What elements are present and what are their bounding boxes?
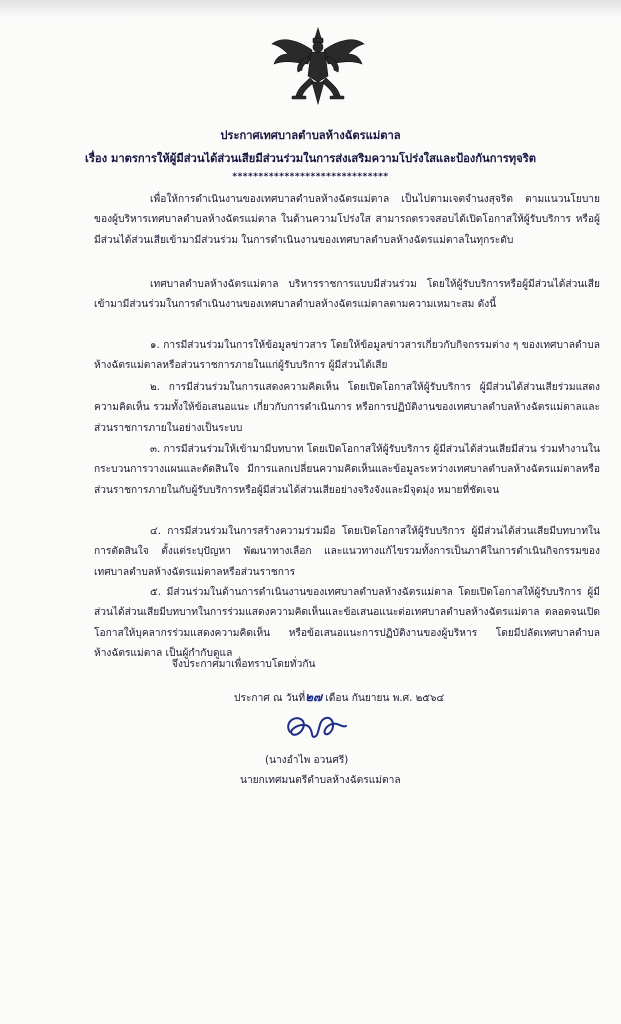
date-suffix: เดือน กันยายน พ.ศ. ๒๕๖๔ bbox=[325, 693, 445, 704]
paragraph-item-4: ๔. การมีส่วนร่วมในการสร้างความร่วมมือ โดยเปิดโอกาสให้ผู้รับบริการ ผู้มีส่วนได้ส่วนเสียมีบทบาทในการตัดสินใจ ตั้งแต่ระบุปัญหา พัฒนาทางเลือก และแนวทางแก้ไขรวมทั้งการเป็นภาคีในการดำเนินกิจกรรมของเทศบาลตำบลห้างฉัตรแม่ตาลหรือส่วนราชการ bbox=[94, 526, 600, 578]
paragraph-item-1: ๑. การมีส่วนร่วมในการให้ข้อมูลข่าวสาร โดยให้ข้อมูลข่าวสารเกี่ยวกับกิจกรรมต่าง ๆ ของเทศบาลตำบลห้างฉัตรแม่ตาลหรือส่วนราชการภายในแก่ผู้รับบริการ ผู้มีส่วนได้เสีย bbox=[94, 340, 600, 372]
closing-statement: จึงประกาศมาเพื่อทราบโดยทั่วกัน bbox=[172, 659, 316, 670]
garuda-emblem-icon bbox=[268, 26, 368, 108]
signature-icon bbox=[276, 706, 356, 746]
scan-edge-shadow bbox=[0, 0, 621, 18]
signer-name: (นางอำไพ อวนศรี) bbox=[265, 755, 349, 766]
date-prefix: ประกาศ ณ วันที่ bbox=[234, 693, 306, 704]
announcement-heading: ประกาศเทศบาลตำบลห้างฉัตรแม่ตาล bbox=[220, 129, 401, 142]
announcement-subject: เรื่อง มาตรการให้ผู้มีส่วนได้ส่วนเสียมีส่วนร่วมในการส่งเสริมความโปร่งใสและป้องกันการทุจริต bbox=[85, 152, 536, 165]
announcement-date bbox=[234, 688, 444, 707]
separator-line: ****************************** bbox=[232, 172, 389, 182]
signer-title: นายกเทศมนตรีตำบลห้างฉัตรแม่ตาล bbox=[240, 775, 401, 786]
paragraph-item-2: ๒. การมีส่วนร่วมในการแสดงความคิดเห็น โดยเปิดโอกาสให้ผู้รับบริการ ผู้มีส่วนได้ส่วนเสียร่วมแสดงความคิดเห็น รวมทั้งให้ข้อเสนอแนะ เกี่ยวกับการดำเนินการ หรือการปฏิบัติงานของเทศบาลตำบลห้างฉัตรแม่ตาลและส่วนราชการภายในอย่างเป็นระบบ bbox=[94, 382, 600, 434]
paragraph-intro: เพื่อให้การดำเนินงานของเทศบาลตำบลห้างฉัตรแม่ตาล เป็นไปตามเจตจำนงสุจริต ตามแนวนโยบายของผู้บริหารเทศบาลตำบลห้างฉัตรแม่ตาล ในด้านความโปร่งใส สามารถตรวจสอบได้เปิดโอกาสให้ผู้รับบริการ หรือผู้มีส่วนได้ส่วนเสียเข้ามามีส่วนร่วม ในการดำเนินงานของเทศบาลตำบลห้างฉัตรแม่ตาลในทุกระดับ bbox=[94, 194, 600, 246]
paragraph-item-5: ๕. มีส่วนร่วมในด้านการดำเนินงานของเทศบาลตำบลห้างฉัตรแม่ตาล โดยเปิดโอกาสให้ผู้รับบริการ ผู้มีส่วนได้ส่วนเสียมีบทบาทในการร่วมแสดงความคิดเห็นและข้อเสนอแนะต่อเทศบาลตำบลห้างฉัตรแม่ตาล ตลอดจนเปิดโอกาสให้บุคลากรร่วมแสดงความคิดเห็น หรือข้อเสนอแนะการปฏิบัติงานของผู้บริหาร โดยมีปลัดเทศบาลตำบลห้างฉัตรแม่ตาล เป็นผู้กำกับดูแล bbox=[94, 587, 600, 660]
date-day-handwritten: ๒๗ bbox=[305, 690, 323, 704]
paragraph-item-3: ๓. การมีส่วนร่วมให้เข้ามามีบทบาท โดยเปิดโอกาสให้ผู้รับบริการ ผู้มีส่วนได้ส่วนเสียมีส่วน ร่วมทำงานในกระบวนการวางแผนและตัดสินใจ มีการแลกเปลี่ยนความคิดเห็นและข้อมูลระหว่างเทศบาลตำบลห้างฉัตรแม่ตาลหรือส่วนราชการภายในกับผู้รับบริการหรือผู้มีส่วนได้ส่วนเสียอย่างจริงจังและมีจุดมุ่ง หมายที่ชัดเจน bbox=[94, 444, 600, 496]
paragraph-policy: เทศบาลตำบลห้างฉัตรแม่ตาล บริหารราชการแบบมีส่วนร่วม โดยให้ผู้รับบริการหรือผู้มีส่วนได้ส่วนเสียเข้ามามีส่วนร่วมในการดำเนินงานของเทศบาลตำบลห้างฉัตรแม่ตาลตามความเหมาะสม ดังนี้ bbox=[94, 279, 600, 311]
